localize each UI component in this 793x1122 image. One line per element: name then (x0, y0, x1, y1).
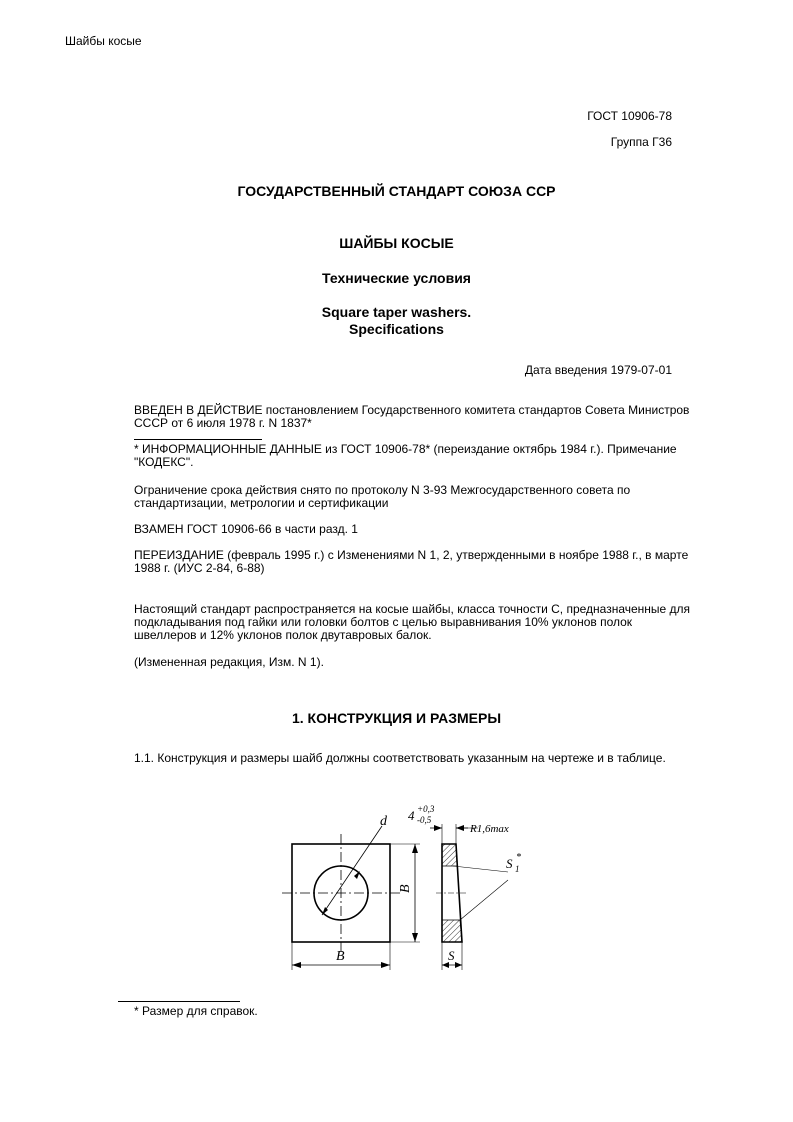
scope-paragraph: Настоящий стандарт распространяется на косые шайбы, класса точности С, предназначенные для подкладывания под гайки или головки болтов с целью выравнивания 10% уклонов полок швеллеров и 12% уклонов полок двутавровых балок. (134, 602, 691, 642)
tolerance-minus: -0,5 (417, 815, 432, 825)
document-subtitle: Технические условия (322, 270, 471, 286)
reissue-paragraph: ПЕРЕИЗДАНИЕ (февраль 1995 г.) с Изменениями N 1, 2, утвержденными в ноябре 1988 г., в марте 1988 г. (ИУС 2-84, 6-88) (134, 548, 689, 575)
section-heading: 1. КОНСТРУКЦИЯ И РАЗМЕРЫ (291, 710, 502, 726)
label-s1: S (506, 856, 513, 871)
section-hatch-bottom (442, 920, 462, 942)
section-hatch-top (442, 844, 457, 866)
label-b-horizontal: B (336, 949, 345, 964)
replaces-paragraph: ВЗАМЕН ГОСТ 10906-66 в части разд. 1 (134, 522, 358, 536)
washer-drawing (270, 798, 540, 978)
running-title: Шайбы косые (65, 34, 142, 48)
label-4: 4 (408, 808, 415, 823)
tolerance-plus: +0,3 (417, 804, 435, 814)
label-s: S (448, 948, 455, 963)
label-s1-subscript: 1 (515, 864, 520, 874)
amended-paragraph: (Измененная редакция, Изм. N 1). (134, 655, 324, 669)
group-code: Группа Г36 (610, 135, 672, 149)
label-s1-star: * (516, 852, 521, 863)
english-title-line2: Specifications (349, 321, 444, 337)
separator-rule (134, 439, 262, 440)
diameter-leader (322, 826, 382, 915)
clause-1-1: 1.1. Конструкция и размеры шайб должны соответствовать указанным на чертеже и в таблице. (134, 751, 666, 765)
footnote-text: * Размер для справок. (134, 1004, 258, 1018)
introduced-paragraph: ВВЕДЕН В ДЕЙСТВИЕ постановлением Государственного комитета стандартов Совета Министров СССР от 6 июля 1978 г. N 1837* (134, 403, 690, 430)
gost-number: ГОСТ 10906-78 (587, 109, 672, 123)
label-radius: R1,6max (470, 823, 509, 835)
footnote-rule (118, 1001, 240, 1002)
introduction-date: Дата введения 1979-07-01 (524, 363, 672, 377)
english-title-line1: Square taper washers. (321, 304, 472, 320)
label-b-vertical: B (398, 884, 413, 893)
limit-paragraph: Ограничение срока действия снято по протоколу N 3-93 Межгосударственного совета по стандартизации, метрологии и сертификации (134, 483, 631, 510)
label-d: d (380, 814, 387, 829)
info-note-paragraph: * ИНФОРМАЦИОННЫЕ ДАННЫЕ из ГОСТ 10906-78* (переиздание октябрь 1984 г.). Примечание "КОДЕКС". (134, 442, 677, 469)
state-standard-title: ГОСУДАРСТВЕННЫЙ СТАНДАРТ СОЮЗА ССР (237, 183, 556, 199)
document-title: ШАЙБЫ КОСЫЕ (339, 235, 454, 251)
